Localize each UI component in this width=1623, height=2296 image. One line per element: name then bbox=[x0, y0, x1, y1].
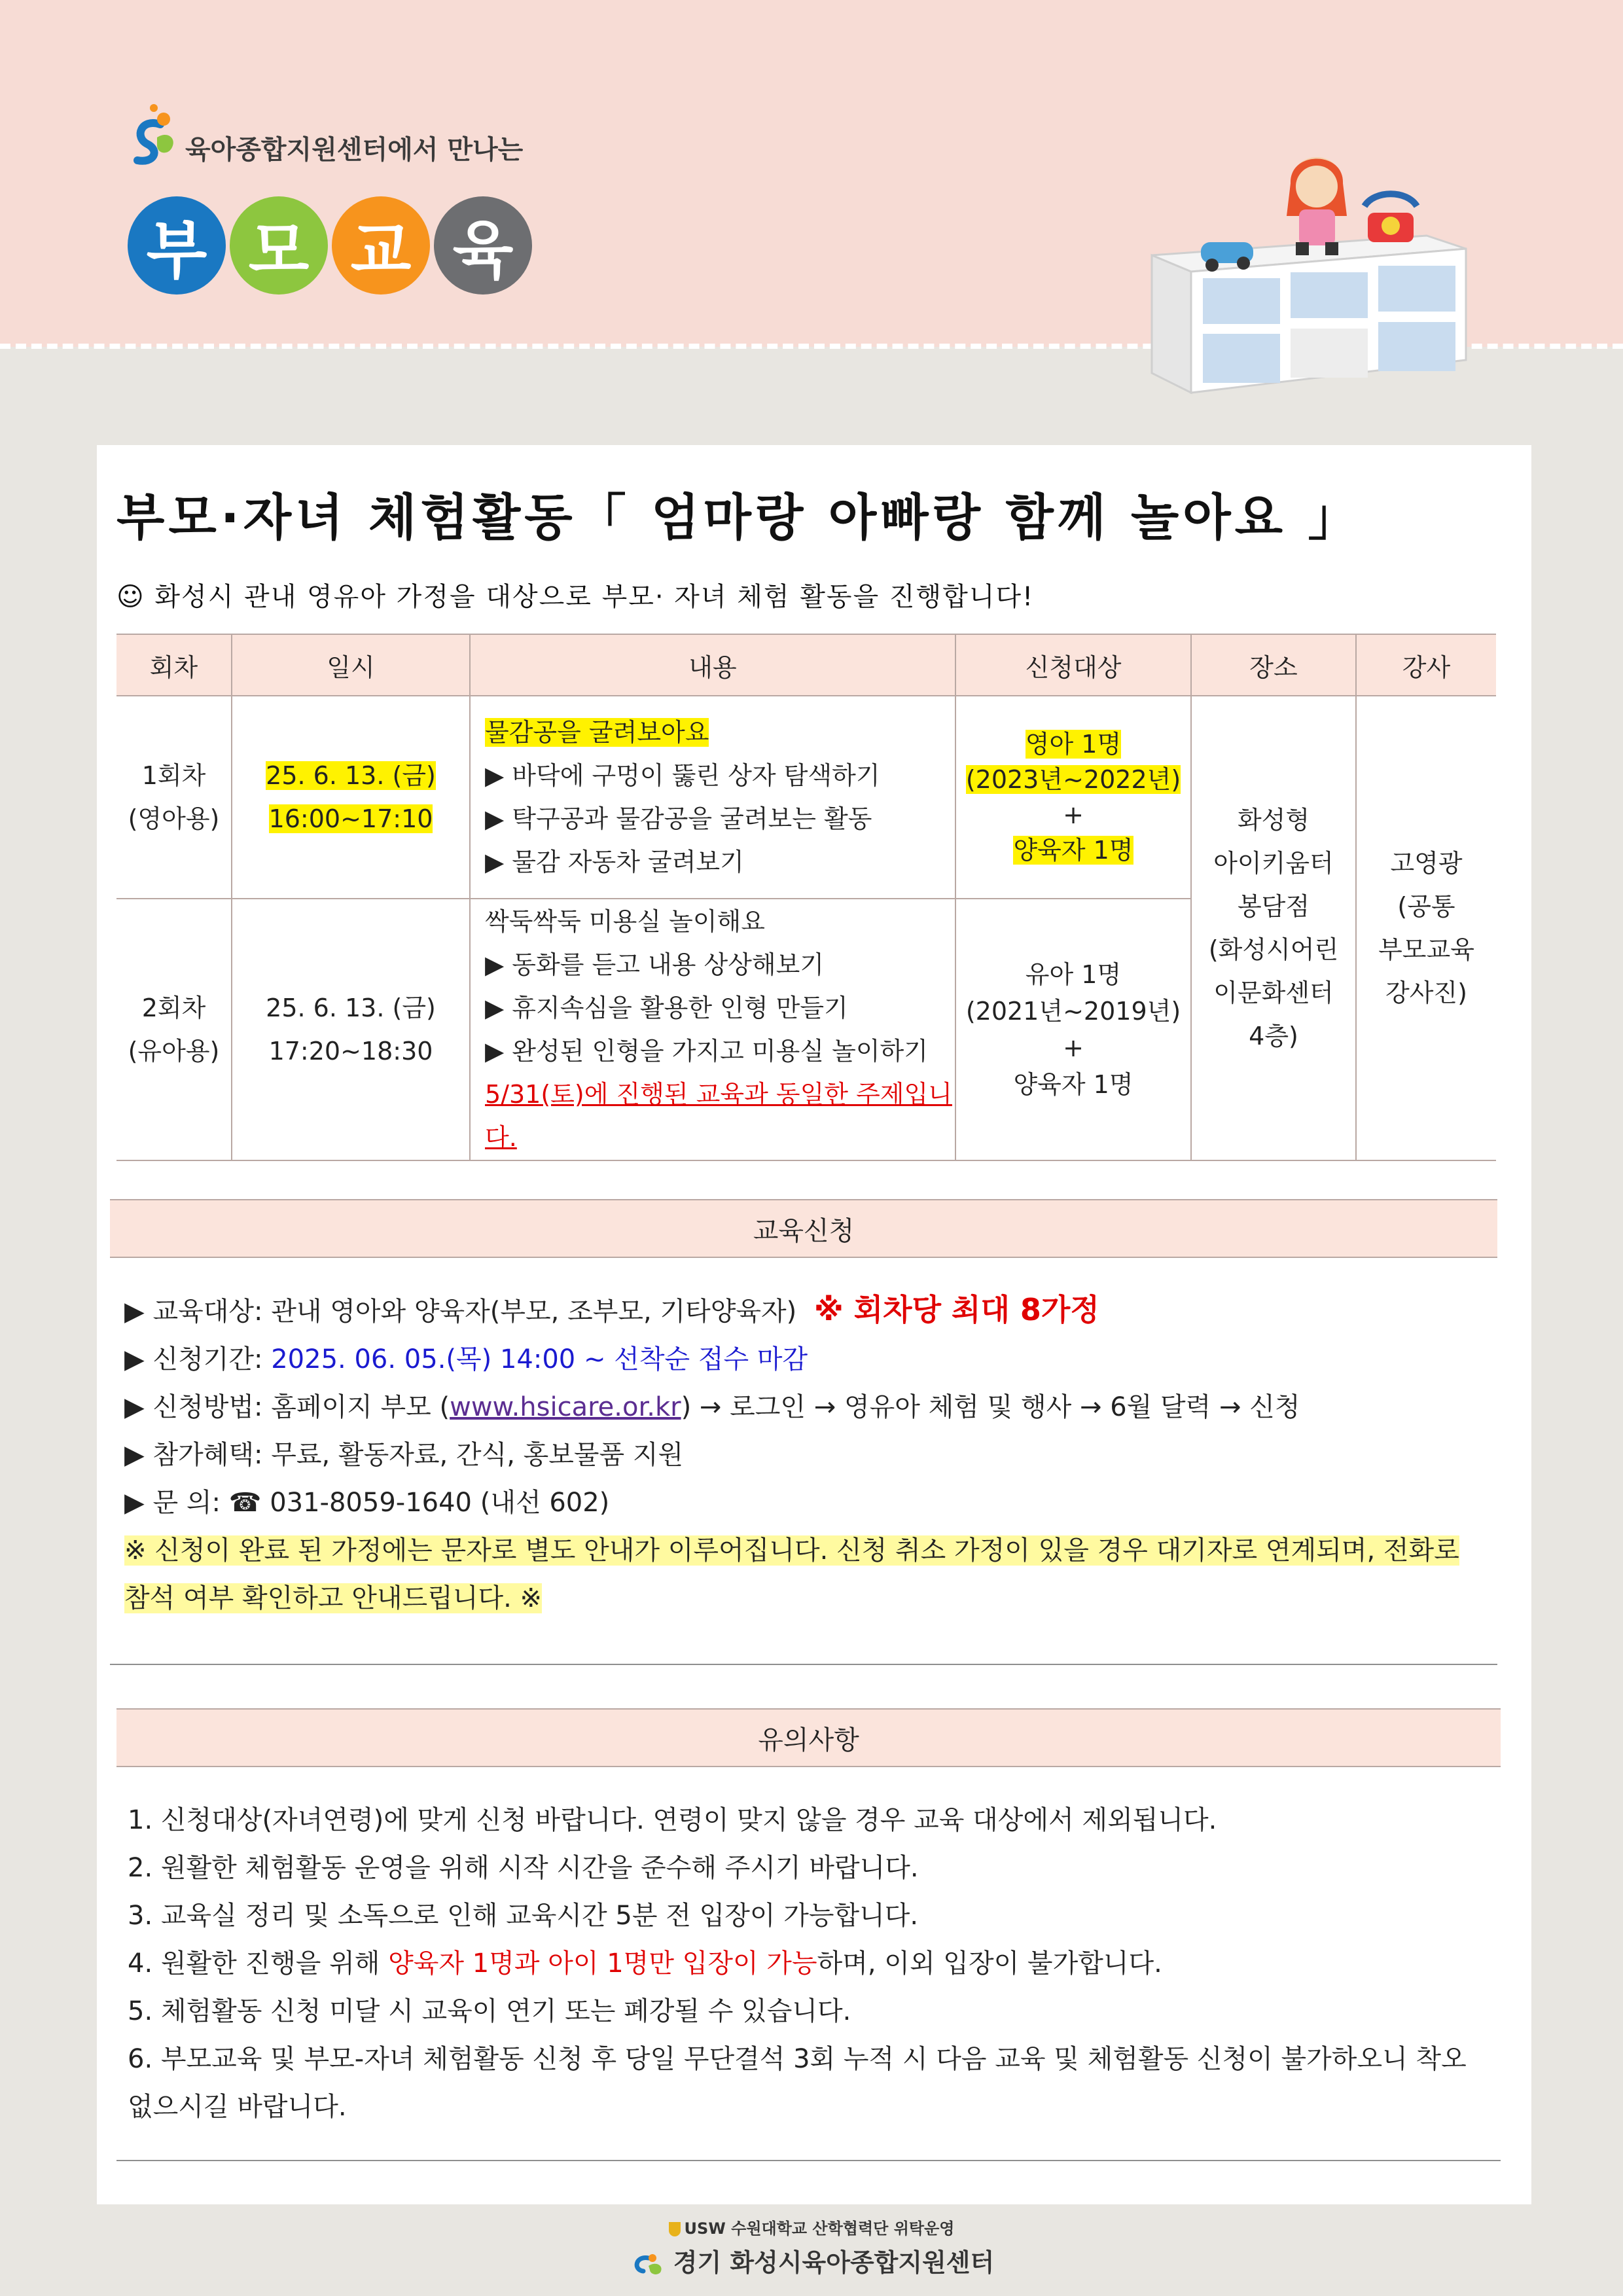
cautions-list bbox=[128, 1797, 1495, 2131]
caution-item: 3. 교육실 정리 및 소독으로 인해 교육시간 5분 전 입장이 가능합니다. bbox=[128, 1901, 919, 1931]
caution-item: 1. 신청대상(자녀연령)에 맞게 신청 바랍니다. 연령이 맞지 않을 경우 교육 대상에서 제외됩니다. bbox=[128, 1805, 1217, 1835]
info-method bbox=[124, 1384, 1499, 1431]
title-circles bbox=[128, 196, 536, 295]
info-method-steps: ) → 로그인 → 영유아 체험 및 행사 → 6월 달력 → 신청 bbox=[681, 1392, 1300, 1422]
header-session: 회차 bbox=[116, 634, 232, 696]
target-child: 영아 1명 bbox=[1025, 730, 1122, 759]
info-period-label: ▶ 신청기간: bbox=[124, 1344, 263, 1374]
university-shield-icon bbox=[669, 2222, 681, 2236]
instructor-line: 부모교육 bbox=[1378, 935, 1474, 964]
caution-item: 5. 체험활동 신청 미달 시 교육이 연기 또는 폐강될 수 있습니다. bbox=[128, 1996, 851, 2026]
datetime-cell bbox=[232, 696, 470, 899]
content-title: 싹둑싹둑 미용실 놀이해요 bbox=[485, 907, 765, 936]
content-item: ▶ 동화를 듣고 내용 상상해보기 bbox=[485, 950, 825, 979]
session-time: 17:20~18:30 bbox=[268, 1037, 433, 1066]
place-cell bbox=[1191, 696, 1356, 1160]
title-circle-mo: 모 bbox=[230, 196, 328, 295]
info-period bbox=[124, 1336, 1499, 1384]
session-audience: (유아용) bbox=[128, 1037, 220, 1066]
schedule-table bbox=[116, 634, 1496, 1161]
session-date: 25. 6. 13. (금) bbox=[266, 994, 436, 1022]
place-line: 화성형 bbox=[1237, 806, 1310, 834]
header-place: 장소 bbox=[1191, 634, 1356, 696]
header-instructor: 강사 bbox=[1356, 634, 1496, 696]
center-logo-icon bbox=[128, 98, 180, 170]
title-circle-bu: 부 bbox=[128, 196, 226, 295]
header-datetime: 일시 bbox=[232, 634, 470, 696]
target-child: 유아 1명 bbox=[1025, 960, 1122, 989]
header-target: 신청대상 bbox=[955, 634, 1191, 696]
session-cell bbox=[116, 696, 232, 899]
content-item: ▶ 물감 자동차 굴려보기 bbox=[485, 848, 744, 876]
instructor-line: (공통 bbox=[1397, 892, 1455, 921]
datetime-cell bbox=[232, 899, 470, 1160]
caution-item: 없으시길 바랍니다. bbox=[128, 2092, 347, 2122]
target-cell bbox=[955, 899, 1191, 1160]
content-note: 5/31(토)에 진행된 교육과 동일한 주제입니다. bbox=[485, 1080, 952, 1152]
caution-item-text: 하며, 이외 입장이 불가합니다. bbox=[817, 1948, 1162, 1979]
toy-shelf-illustration bbox=[1139, 144, 1479, 399]
target-cell bbox=[955, 696, 1191, 899]
info-target-label: ▶ 교육대상: 관내 영아와 양육자(부모, 조부모, 기타양육자) bbox=[124, 1297, 797, 1327]
target-years: (2023년~2022년) bbox=[965, 765, 1181, 794]
target-caregiver: 양육자 1명 bbox=[1013, 1070, 1133, 1099]
homepage-link[interactable]: www.hsicare.or.kr bbox=[450, 1392, 681, 1422]
place-line: 이문화센터 bbox=[1213, 978, 1334, 1007]
instructor-cell bbox=[1356, 696, 1496, 1160]
content-cell bbox=[470, 696, 955, 899]
table-row bbox=[116, 696, 1496, 899]
notice-text: ※ 신청이 완료 된 가정에는 문자로 별도 안내가 이루어집니다. 신청 취소 가정이 있을 경우 대기자로 연계되며, 전화로 bbox=[124, 1535, 1459, 1566]
info-contact: ▶ 문 의: ☎ 031-8059-1640 (내선 602) bbox=[124, 1488, 610, 1518]
target-plus: + bbox=[1063, 800, 1084, 829]
place-line: 봉담점 bbox=[1237, 892, 1310, 921]
notice-text: 참석 여부 확인하고 안내드립니다. ※ bbox=[124, 1583, 543, 1613]
info-benefit: ▶ 참가혜택: 무료, 활동자료, 간식, 홍보물품 지원 bbox=[124, 1440, 684, 1470]
place-line: 4층) bbox=[1249, 1022, 1298, 1050]
center-logo bbox=[128, 98, 523, 170]
session-audience: (영아용) bbox=[128, 804, 220, 833]
title-circle-yuk: 육 bbox=[434, 196, 532, 295]
content-title: 물감공을 굴려보아요 bbox=[485, 718, 709, 747]
footer-university: USW 수원대학교 산학협력단 위탁운영 bbox=[0, 2215, 1623, 2238]
application-heading: 교육신청 bbox=[110, 1199, 1497, 1258]
notice-line-1 bbox=[124, 1527, 1499, 1575]
caution-item: 6. 부모교육 및 부모-자녀 체험활동 신청 후 당일 무단결석 3회 누적 시 다음 교육 및 체험활동 신청이 불가하오니 착오 bbox=[128, 2044, 1467, 2074]
title-circle-gyo: 교 bbox=[332, 196, 430, 295]
header-subtitle: 육아종합지원센터에서 만나는 bbox=[185, 134, 524, 165]
footer bbox=[0, 2215, 1623, 2278]
header-content: 내용 bbox=[470, 634, 955, 696]
section-divider bbox=[110, 1664, 1497, 1665]
content-item: ▶ 완성된 인형을 가지고 미용실 놀이하기 bbox=[485, 1037, 928, 1066]
instructor-line: 강사진) bbox=[1385, 978, 1467, 1007]
intro-text: ☺ 화성시 관내 영유아 가정을 대상으로 부모· 자녀 체험 활동을 진행합니다! bbox=[116, 582, 1035, 612]
session-time: 16:00~17:10 bbox=[268, 804, 433, 833]
info-target-note: ※ 회차당 최대 8가정 bbox=[813, 1292, 1099, 1327]
session-number: 1회차 bbox=[141, 761, 206, 790]
caution-item-highlight: 양육자 1명과 아이 1명만 입장이 가능 bbox=[388, 1948, 817, 1979]
application-info bbox=[124, 1286, 1499, 1623]
caution-item-text: 4. 원활한 진행을 위해 bbox=[128, 1948, 389, 1979]
target-plus: + bbox=[1063, 1033, 1084, 1062]
info-period-value: 2025. 06. 05.(목) 14:00 ~ 선착순 접수 마감 bbox=[271, 1344, 808, 1374]
page-title: 부모·자녀 체험활동「 엄마랑 아빠랑 함께 놀아요 」 bbox=[116, 488, 1362, 547]
section-divider bbox=[116, 2160, 1501, 2161]
notice-line-2 bbox=[124, 1575, 1499, 1623]
cautions-heading: 유의사항 bbox=[116, 1708, 1501, 1767]
instructor-line: 고영광 bbox=[1390, 849, 1463, 878]
content-item: ▶ 바닥에 구멍이 뚫린 상자 탐색하기 bbox=[485, 761, 880, 790]
session-number: 2회차 bbox=[141, 994, 206, 1022]
footer-center-name: 경기 화성시육아종합지원센터 bbox=[0, 2242, 1623, 2278]
target-caregiver: 양육자 1명 bbox=[1013, 836, 1133, 865]
place-line: (화성시어린 bbox=[1208, 935, 1339, 964]
session-cell bbox=[116, 899, 232, 1160]
session-date: 25. 6. 13. (금) bbox=[266, 761, 436, 790]
caution-item bbox=[128, 1940, 1495, 1988]
info-target bbox=[124, 1286, 1499, 1336]
place-line: 아이키움터 bbox=[1213, 849, 1334, 878]
content-item: ▶ 탁구공과 물감공을 굴려보는 활동 bbox=[485, 804, 872, 833]
content-item: ▶ 휴지속심을 활용한 인형 만들기 bbox=[485, 994, 848, 1022]
target-years: (2021년~2019년) bbox=[965, 997, 1181, 1026]
schedule-header-row bbox=[116, 634, 1496, 696]
info-method-label: ▶ 신청방법: 홈페이지 부모 ( bbox=[124, 1392, 450, 1422]
center-logo-icon bbox=[629, 2251, 668, 2278]
content-cell bbox=[470, 899, 955, 1160]
caution-item: 2. 원활한 체험활동 운영을 위해 시작 시간을 준수해 주시기 바랍니다. bbox=[128, 1853, 919, 1883]
